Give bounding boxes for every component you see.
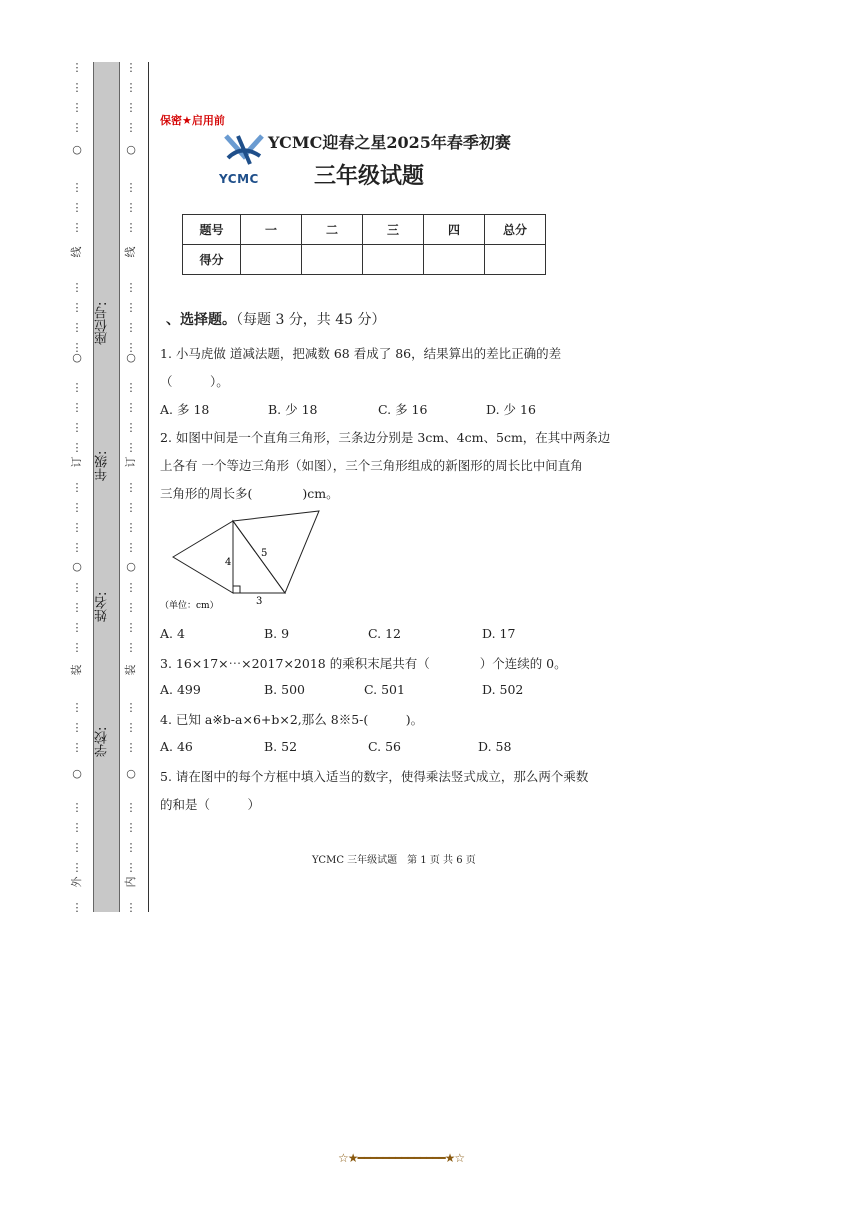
- dot-separator: ⋮: [125, 581, 137, 594]
- q1-option-d[interactable]: D. 少 16: [486, 402, 536, 417]
- q1-option-c[interactable]: C. 多 16: [378, 402, 428, 417]
- circle-mark-icon: ○: [72, 143, 82, 156]
- dot-separator: ⋮: [125, 541, 137, 554]
- table-cell: 题号: [183, 215, 241, 245]
- question-5-line-1: 5. 请在图中的每个方框中填入适当的数字，使得乘法竖式成立，那么两个乘数: [160, 769, 589, 784]
- dot-separator: ⋮: [125, 821, 137, 834]
- binding-mark: 外: [70, 876, 83, 888]
- dot-separator: ⋮: [125, 61, 137, 74]
- dot-separator: ⋮: [125, 81, 137, 94]
- binding-mark: 线: [70, 246, 83, 258]
- school-field: 学校:: [95, 726, 110, 758]
- dot-separator: ⋮: [71, 801, 83, 814]
- dot-separator: ⋮: [125, 601, 137, 614]
- dot-separator: ⋮: [125, 421, 137, 434]
- dot-separator: ⋮: [71, 841, 83, 854]
- triangle-figure: [160, 505, 335, 620]
- dot-separator: ⋮: [125, 201, 137, 214]
- logo-text: YCMC: [219, 172, 259, 186]
- q4-option-d[interactable]: D. 58: [478, 739, 512, 754]
- dot-separator: ⋮: [125, 841, 137, 854]
- dot-separator: ⋮: [71, 381, 83, 394]
- dot-separator: ⋮: [71, 821, 83, 834]
- dot-separator: ⋮: [125, 101, 137, 114]
- dot-separator: ⋮: [71, 201, 83, 214]
- dot-separator: ⋮: [71, 641, 83, 654]
- score-table-score-row: [183, 245, 546, 275]
- dot-separator: ⋮: [71, 281, 83, 294]
- dot-separator: ⋮: [71, 301, 83, 314]
- dot-separator: ⋮: [125, 801, 137, 814]
- q1-option-b[interactable]: B. 少 18: [268, 402, 318, 417]
- dot-separator: ⋮: [125, 321, 137, 334]
- table-cell: 总分: [485, 215, 546, 245]
- dot-separator: ⋮: [125, 181, 137, 194]
- circle-mark-icon: ○: [126, 143, 136, 156]
- circle-mark-icon: ○: [72, 351, 82, 364]
- table-cell: 得分: [183, 245, 241, 275]
- q3-option-c[interactable]: C. 501: [364, 682, 405, 697]
- table-cell: 三: [363, 215, 424, 245]
- dot-separator: ⋮: [125, 741, 137, 754]
- dot-separator: ⋮: [125, 481, 137, 494]
- dot-separator: ⋮: [125, 401, 137, 414]
- dot-separator: ⋮: [71, 81, 83, 94]
- seat-number-field: 座位号:: [95, 301, 110, 345]
- dot-separator: ⋮: [125, 381, 137, 394]
- dot-separator: ⋮: [71, 341, 83, 354]
- score-cell[interactable]: [363, 245, 424, 275]
- ycmc-logo-icon: [222, 134, 268, 174]
- question-2-line-2: 上各有 一个等边三角形（如图），三个三角形组成的新图形的周长比中间直角: [160, 458, 583, 473]
- score-table-header-row: [183, 215, 546, 245]
- question-1-line-2: （ ）。: [160, 374, 229, 389]
- binding-mark: 装: [70, 664, 83, 676]
- dot-separator: ⋮: [71, 901, 83, 914]
- score-cell[interactable]: [241, 245, 302, 275]
- q4-option-b[interactable]: B. 52: [264, 739, 298, 754]
- student-info-strip: [93, 62, 120, 912]
- score-table: [182, 214, 546, 275]
- decorative-divider: ☆★━━━━━━━━━━━━━━★☆: [338, 1151, 465, 1165]
- dot-separator: ⋮: [125, 721, 137, 734]
- page-footer: YCMC 三年级试题 第 1 页 共 6 页: [312, 855, 476, 866]
- grade-field: 年级:: [95, 450, 110, 482]
- q2-option-d[interactable]: D. 17: [482, 626, 516, 641]
- question-5-line-2: 的和是（ ）: [160, 797, 261, 812]
- score-cell[interactable]: [302, 245, 363, 275]
- dot-separator: ⋮: [71, 101, 83, 114]
- binding-mark: 线: [124, 246, 137, 258]
- circle-mark-icon: ○: [126, 560, 136, 573]
- side-label-3: 3: [256, 596, 263, 607]
- section-heading: 、选择题。（每题 3 分，共 45 分）: [166, 312, 386, 328]
- dot-separator: ⋮: [125, 621, 137, 634]
- dot-separator: ⋮: [125, 281, 137, 294]
- score-cell[interactable]: [485, 245, 546, 275]
- q3-option-a[interactable]: A. 499: [160, 682, 201, 697]
- q2-option-c[interactable]: C. 12: [368, 626, 401, 641]
- outer-dotted-line: [70, 62, 84, 912]
- table-cell: 四: [424, 215, 485, 245]
- dot-separator: ⋮: [71, 501, 83, 514]
- dot-separator: ⋮: [71, 221, 83, 234]
- dot-separator: ⋮: [71, 441, 83, 454]
- dot-separator: ⋮: [71, 741, 83, 754]
- dot-separator: ⋮: [71, 621, 83, 634]
- q2-option-a[interactable]: A. 4: [160, 626, 185, 641]
- side-label-5: 5: [261, 548, 268, 559]
- q3-option-b[interactable]: B. 500: [264, 682, 305, 697]
- question-2-line-1: 2. 如图中间是一个直角三角形，三条边分别是 3cm、4cm、5cm，在其中两条边: [160, 430, 611, 445]
- q4-option-a[interactable]: A. 46: [160, 739, 193, 754]
- dot-separator: ⋮: [125, 121, 137, 134]
- dot-separator: ⋮: [125, 901, 137, 914]
- binding-mark: 订: [124, 456, 137, 468]
- dot-separator: ⋮: [71, 121, 83, 134]
- dot-separator: ⋮: [125, 641, 137, 654]
- circle-mark-icon: ○: [126, 767, 136, 780]
- binding-mark: 订: [70, 456, 83, 468]
- dot-separator: ⋮: [71, 421, 83, 434]
- unit-label: （单位：cm）: [160, 601, 219, 611]
- dot-separator: ⋮: [71, 321, 83, 334]
- dot-separator: ⋮: [125, 301, 137, 314]
- dot-separator: ⋮: [71, 521, 83, 534]
- dot-separator: ⋮: [71, 401, 83, 414]
- contest-name: YCMC迎春之星2025年春季初赛: [268, 133, 511, 152]
- dot-separator: ⋮: [125, 221, 137, 234]
- question-2-line-3: 三角形的周长多( )cm。: [160, 486, 339, 501]
- q3-option-d[interactable]: D. 502: [482, 682, 524, 697]
- dot-separator: ⋮: [71, 481, 83, 494]
- side-label-4: 4: [225, 557, 232, 568]
- dot-separator: ⋮: [125, 521, 137, 534]
- dot-separator: ⋮: [71, 601, 83, 614]
- inner-dotted-line: [124, 62, 138, 912]
- q1-option-a[interactable]: A. 多 18: [160, 402, 210, 417]
- question-4-line-1: 4. 已知 a※b-a×6+b×2,那么 8※5-( )。: [160, 712, 424, 727]
- score-cell[interactable]: [424, 245, 485, 275]
- dot-separator: ⋮: [71, 581, 83, 594]
- question-1-line-1: 1. 小马虎做 道减法题，把减数 68 看成了 86，结果算出的差比正确的差: [160, 346, 562, 361]
- dot-separator: ⋮: [71, 541, 83, 554]
- dot-separator: ⋮: [125, 501, 137, 514]
- dot-separator: ⋮: [125, 861, 137, 874]
- dot-separator: ⋮: [125, 441, 137, 454]
- confidential-label: 保密★启用前: [160, 114, 225, 127]
- dot-separator: ⋮: [71, 61, 83, 74]
- table-cell: 二: [302, 215, 363, 245]
- dot-separator: ⋮: [125, 341, 137, 354]
- dot-separator: ⋮: [125, 701, 137, 714]
- q4-option-c[interactable]: C. 56: [368, 739, 401, 754]
- dot-separator: ⋮: [71, 181, 83, 194]
- name-field: 姓名:: [95, 591, 110, 623]
- circle-mark-icon: ○: [72, 767, 82, 780]
- table-cell: 一: [241, 215, 302, 245]
- q2-option-b[interactable]: B. 9: [264, 626, 290, 641]
- circle-mark-icon: ○: [126, 351, 136, 364]
- question-3-line-1: 3. 16×17×⋯×2017×2018 的乘积末尾共有（ ）个连续的 0。: [160, 656, 567, 671]
- margin-divider: [148, 62, 149, 912]
- dot-separator: ⋮: [71, 721, 83, 734]
- page-title: 三年级试题: [314, 163, 425, 189]
- binding-mark: 内: [124, 876, 137, 888]
- binding-mark: 装: [124, 664, 137, 676]
- dot-separator: ⋮: [71, 861, 83, 874]
- circle-mark-icon: ○: [72, 560, 82, 573]
- dot-separator: ⋮: [71, 701, 83, 714]
